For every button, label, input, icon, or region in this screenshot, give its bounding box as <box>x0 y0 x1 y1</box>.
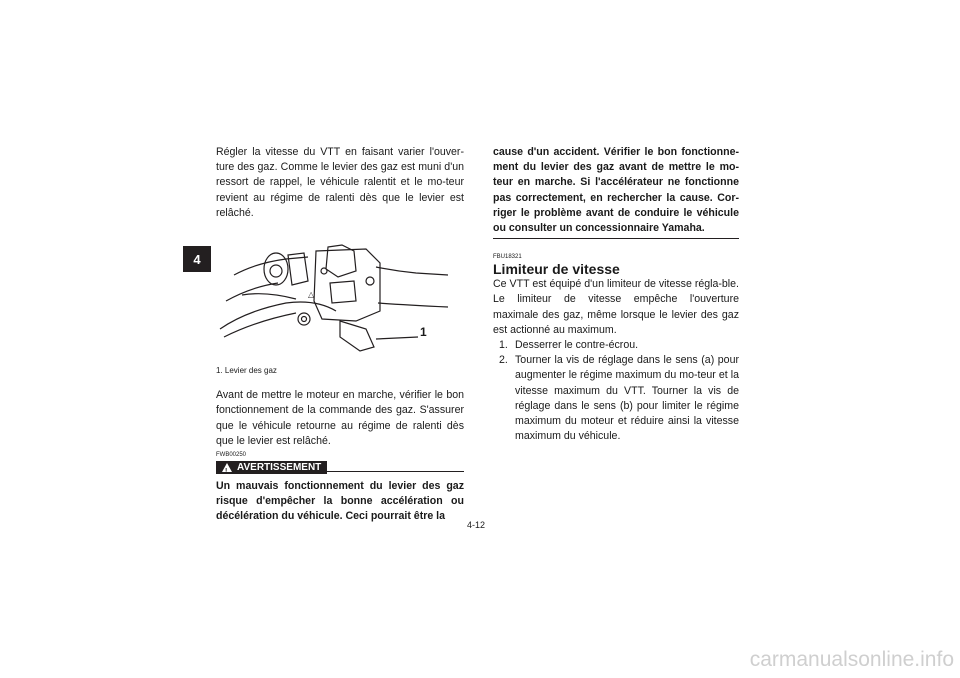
section-code: FBU18321 <box>493 254 522 261</box>
section-text: Ce VTT est équipé d'un limiteur de vitesse régla-ble. Le limiteur de vitesse empêche l'ouverture maximale des gaz, même lorsque le levier des gaz est actionné au maximum. <box>493 278 739 336</box>
warning-text: Un mauvais fonctionnement du levier des gaz risque d'empêcher la bonne accélération ou décélération du véhicule. Ceci pourrait être la <box>216 480 464 523</box>
arrow-mark-icon: △ <box>308 290 315 300</box>
watermark: carmanualsonline.info <box>749 648 954 671</box>
figure-caption: 1. Levier des gaz <box>216 366 277 376</box>
warning-continuation: cause d'un accident. Vérifier le bon fonctionne-ment du levier des gaz avant de mettre le mo-teur en marche. Si l'accélérateur ne fonctionne pas correctement, en rechercher la cause. Cor-riger le problème avant de conduire le véhicule ou consulter un concessionnaire Yamaha. <box>493 145 739 239</box>
warning-code: FWB00250 <box>216 452 247 459</box>
list-item: 1. Desserrer le contre-écrou. <box>499 339 639 352</box>
right-column <box>493 145 739 444</box>
intro-paragraph: Régler la vitesse du VTT en faisant varier l'ouver-ture des gaz. Comme le levier des gaz est muni d'un ressort de rappel, le véhicule ralentit et le mo-teur revient au régime de ralenti dès que le levier est relâché. <box>216 146 464 219</box>
section-title: Limiteur de vitesse <box>493 261 620 278</box>
list-item: 2. Tourner la vis de réglage dans le sens (a) pour augmenter le régime maximum du mo-teur et la vitesse maximum du VTT. Tourner la vis de réglage dans le sens (b) pour limiter le régime maximum du moteur et réduire ainsi la vitesse maximum du véhicule. <box>499 354 739 443</box>
warning-badge <box>216 461 327 474</box>
throttle-lever-illustration <box>216 241 464 359</box>
check-paragraph: Avant de mettre le moteur en marche, vérifier le bon fonctionnement de la commande des gaz. S'assurer que le véhicule retourne au régime de ralenti dès que le levier est relâché. <box>216 389 464 447</box>
chapter-tab: 4 <box>183 246 211 272</box>
steps-list <box>493 338 739 444</box>
warning-header <box>216 461 464 475</box>
warning-label: AVERTISSEMENT <box>237 461 322 473</box>
throttle-lever-figure <box>216 241 464 359</box>
left-column <box>216 145 464 525</box>
warning-triangle-icon: ! <box>222 463 232 472</box>
page-number: 4-12 <box>467 520 486 530</box>
figure-callout-number: 1 <box>420 325 427 340</box>
